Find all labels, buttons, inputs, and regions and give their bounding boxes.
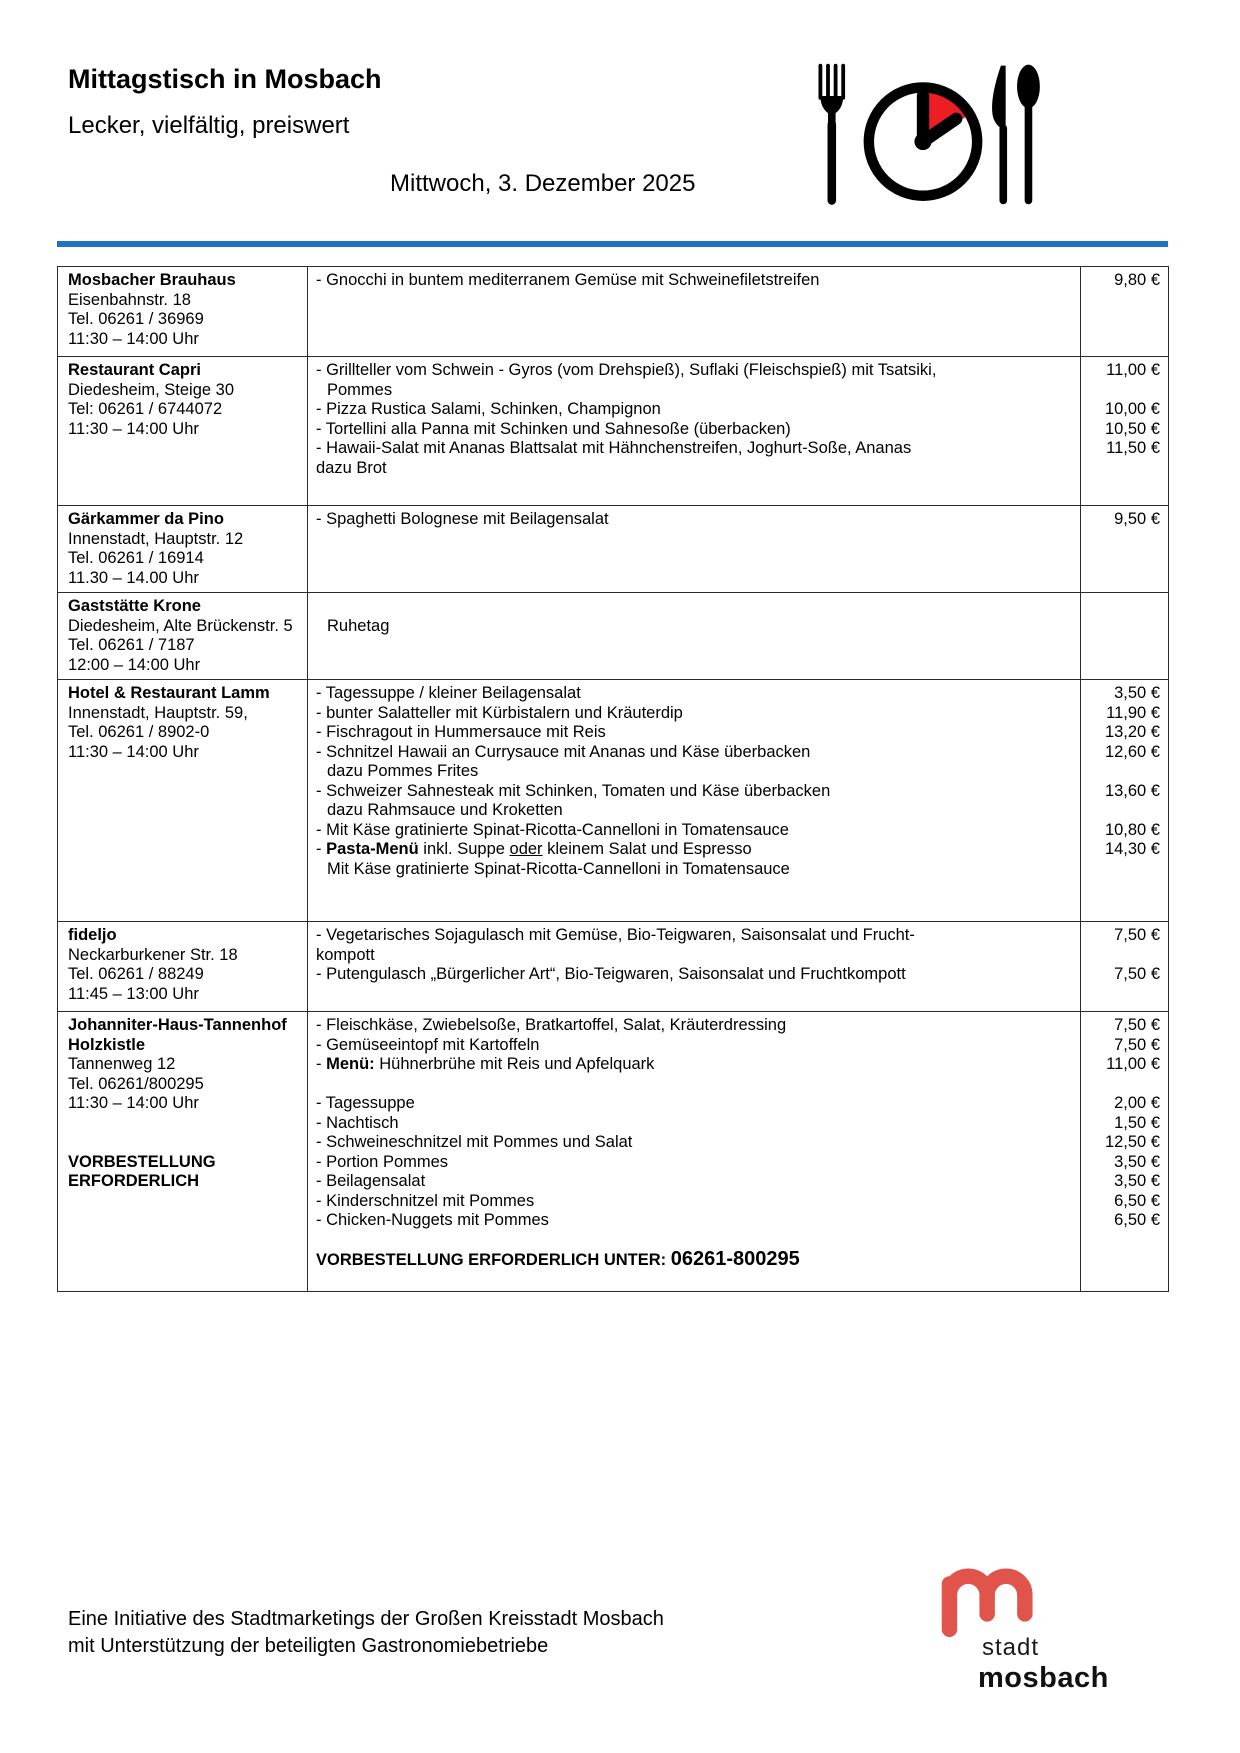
menu-item-text: - Fleischkäse, Zwiebelsoße, Bratkartoffel, Salat, Kräuterdressing — [316, 1016, 787, 1034]
menu-item-text — [316, 1075, 1074, 1095]
menu-item-text: dazu Pommes Frites — [327, 762, 479, 780]
restaurant-info-line — [68, 1133, 301, 1153]
restaurant-name: Holzkistle — [68, 1035, 146, 1054]
restaurant-info-line: Tel. 06261 / 88249 — [68, 965, 204, 983]
menu-item-price: 13,20 € — [1104, 723, 1160, 741]
menu-item-text: - Pasta-Menü inkl. Suppe oder kleinem Salat und Espresso — [316, 840, 752, 858]
stadt-mosbach-logo — [920, 1545, 1140, 1695]
menu-item-price: 10,00 € — [1104, 400, 1160, 418]
menu-item-price: 6,50 € — [1114, 1211, 1160, 1229]
menu-item-price: 9,50 € — [1114, 510, 1160, 528]
menu-item-text: Ruhetag — [327, 616, 390, 635]
menu-item-text: Pommes — [327, 380, 393, 399]
restaurant-name: Gärkammer da Pino — [68, 510, 224, 528]
menu-item-text: - Mit Käse gratinierte Spinat-Ricotta-Cannelloni in Tomatensauce — [316, 820, 789, 839]
restaurant-info-line: Tel. 06261/800295 — [68, 1074, 204, 1093]
restaurant-name: Mosbacher Brauhaus — [68, 271, 236, 289]
menu-item-price — [1081, 762, 1160, 782]
menu-item-price: 10,80 € — [1104, 820, 1160, 839]
menu-item-price — [1081, 1231, 1160, 1251]
menu-item-price: 6,50 € — [1114, 1191, 1160, 1210]
menu-item-price: 3,50 € — [1114, 1152, 1160, 1171]
menu-table — [57, 266, 1169, 1292]
restaurant-name: Hotel & Restaurant Lamm — [68, 684, 270, 702]
menu-item-price: 7,50 € — [1114, 965, 1160, 983]
menu-item-price: 9,80 € — [1114, 271, 1160, 289]
restaurant-info-line: Tel. 06261 / 7187 — [68, 636, 195, 654]
menu-item-text: - bunter Salatteller mit Kürbistalern und Kräuterdip — [316, 703, 683, 722]
knife-icon — [992, 66, 1006, 201]
menu-item-text — [316, 597, 1074, 617]
restaurant-info-line: Eisenbahnstr. 18 — [68, 290, 191, 309]
restaurant-name: ERFORDERLICH — [68, 1172, 200, 1190]
dishes-cell — [308, 922, 1081, 1012]
restaurant-info-line: 12:00 – 14:00 Uhr — [68, 655, 201, 674]
dishes-cell — [308, 680, 1081, 922]
restaurant-cell — [58, 680, 308, 922]
menu-item-text: - Spaghetti Bolognese mit Beilagensalat — [316, 510, 609, 528]
restaurant-info-line: Innenstadt, Hauptstr. 59, — [68, 703, 248, 722]
restaurant-info-line: 11:30 – 14:00 Uhr — [68, 419, 199, 438]
restaurant-info-line: 11:30 – 14:00 Uhr — [68, 1094, 199, 1112]
menu-date: Mittwoch, 3. Dezember 2025 — [390, 170, 696, 197]
menu-item-price: 7,50 € — [1114, 926, 1160, 944]
restaurant-cell — [58, 593, 308, 680]
menu-item-text: dazu Rahmsauce und Kroketten — [327, 801, 563, 819]
menu-item-price — [1081, 860, 1160, 880]
restaurant-name: VORBESTELLUNG — [68, 1152, 216, 1171]
restaurant-row — [58, 593, 1169, 680]
prices-cell — [1081, 922, 1169, 1012]
restaurant-name: Johanniter-Haus-Tannenhof — [68, 1016, 287, 1034]
dishes-cell — [308, 593, 1081, 680]
red-m-icon — [928, 1545, 1048, 1640]
clock-icon — [869, 87, 977, 195]
menu-item-price — [1081, 1250, 1160, 1270]
prices-cell — [1081, 357, 1169, 506]
menu-item-price: 11,90 € — [1106, 703, 1160, 722]
menu-item-text: - Hawaii-Salat mit Ananas Blattsalat mit Hähnchenstreifen, Joghurt-Soße, Ananas — [316, 439, 912, 457]
menu-item-price — [1081, 459, 1160, 479]
menu-item-text: - Schweineschnitzel mit Pommes und Salat — [316, 1133, 633, 1151]
restaurant-row — [58, 1012, 1169, 1292]
menu-item-price: 1,50 € — [1114, 1113, 1160, 1132]
menu-item-price — [1081, 381, 1160, 401]
prices-cell — [1081, 506, 1169, 593]
menu-item-text: - Schweizer Sahnesteak mit Schinken, Tomaten und Käse überbacken — [316, 781, 831, 800]
menu-item-text: - Putengulasch „Bürgerlicher Art“, Bio-Teigwaren, Saisonsalat und Fruchtkompott — [316, 965, 906, 983]
restaurant-info-line: Tel. 06261 / 8902-0 — [68, 723, 210, 741]
page-subtitle: Lecker, vielfältig, preiswert — [68, 112, 350, 139]
menu-item-price: 7,50 € — [1114, 1035, 1160, 1054]
menu-item-price — [1081, 617, 1160, 637]
menu-item-text: - Menü: Hühnerbrühe mit Reis und Apfelquark — [316, 1055, 655, 1073]
restaurant-info-line: Neckarburkener Str. 18 — [68, 945, 238, 964]
restaurant-name: fideljo — [68, 926, 117, 944]
menu-item-price: 12,50 € — [1104, 1133, 1160, 1151]
menu-item-price: 3,50 € — [1114, 1172, 1160, 1190]
menu-table-body — [58, 267, 1169, 1292]
menu-item-price — [1081, 801, 1160, 821]
restaurant-info-line: 11:30 – 14:00 Uhr — [68, 742, 199, 761]
menu-item-price: 14,30 € — [1104, 840, 1160, 858]
prices-cell — [1081, 593, 1169, 680]
menu-item-text: - Kinderschnitzel mit Pommes — [316, 1191, 535, 1210]
dishes-cell — [308, 357, 1081, 506]
restaurant-name: Restaurant Capri — [68, 361, 201, 379]
menu-item-price: 11,50 € — [1106, 439, 1160, 457]
menu-item-price: 10,50 € — [1104, 419, 1160, 438]
restaurant-info-line: 11:30 – 14:00 Uhr — [68, 329, 199, 348]
prices-cell — [1081, 680, 1169, 922]
menu-item-price: 3,50 € — [1114, 684, 1160, 702]
page-title: Mittagstisch in Mosbach — [68, 64, 382, 94]
menu-item-price: 2,00 € — [1114, 1094, 1160, 1112]
header-divider — [57, 241, 1168, 247]
menu-item-text: - Portion Pommes — [316, 1152, 449, 1171]
menu-item-text: - Pizza Rustica Salami, Schinken, Champignon — [316, 400, 661, 418]
menu-item-text: - Tagessuppe / kleiner Beilagensalat — [316, 684, 581, 702]
menu-item-price — [1081, 597, 1160, 617]
menu-item-text: - Gemüseeintopf mit Kartoffeln — [316, 1035, 540, 1054]
menu-item-text: - Schnitzel Hawaii an Currysauce mit Ananas und Käse überbacken — [316, 742, 811, 761]
fork-icon — [820, 66, 843, 201]
menu-item-price — [1081, 946, 1160, 966]
prices-cell — [1081, 1012, 1169, 1292]
footer-credit — [68, 1606, 664, 1660]
restaurant-name: Gaststätte Krone — [68, 597, 201, 615]
menu-item-text: - Tagessuppe — [316, 1094, 415, 1112]
brand-word-stadt: stadt — [982, 1634, 1040, 1661]
menu-item-text: dazu Brot — [316, 458, 387, 477]
menu-item-text: - Beilagensalat — [316, 1172, 426, 1190]
menu-item-price: 11,00 € — [1106, 1055, 1160, 1073]
restaurant-cell — [58, 267, 308, 357]
restaurant-cell — [58, 506, 308, 593]
menu-item-text: kompott — [316, 945, 375, 964]
restaurant-info-line: Diedesheim, Alte Brückenstr. 5 — [68, 616, 293, 635]
dishes-cell — [308, 506, 1081, 593]
restaurant-info-line — [68, 1114, 301, 1134]
restaurant-cell — [58, 357, 308, 506]
menu-item-price — [1081, 1075, 1160, 1095]
menu-item-text: - Nachtisch — [316, 1113, 399, 1132]
restaurant-info-line: 11.30 – 14.00 Uhr — [68, 568, 199, 587]
menu-item-text: Mit Käse gratinierte Spinat-Ricotta-Cannelloni in Tomatensauce — [327, 859, 790, 878]
restaurant-info-line: Tel. 06261 / 16914 — [68, 549, 204, 567]
dishes-cell — [308, 1012, 1081, 1292]
brand-word-mosbach: mosbach — [978, 1662, 1109, 1694]
restaurant-info-line: Tannenweg 12 — [68, 1055, 176, 1073]
menu-item-text: - Chicken-Nuggets mit Pommes — [316, 1211, 549, 1229]
restaurant-info-line: Tel: 06261 / 6744072 — [68, 400, 223, 418]
menu-item-text: - Tortellini alla Panna mit Schinken und Sahnesoße (überbacken) — [316, 419, 791, 438]
menu-item-price: 7,50 € — [1114, 1016, 1160, 1034]
restaurant-cell — [58, 1012, 308, 1292]
restaurant-row — [58, 267, 1169, 357]
dishes-cell — [308, 267, 1081, 357]
restaurant-row — [58, 506, 1169, 593]
menu-item-price: 12,60 € — [1104, 742, 1160, 761]
menu-item-text: - Vegetarisches Sojagulasch mit Gemüse, Bio-Teigwaren, Saisonsalat und Frucht- — [316, 926, 915, 944]
spoon-icon — [1017, 65, 1040, 201]
menu-item-text: - Fischragout in Hummersauce mit Reis — [316, 723, 606, 741]
footer-credit-line2: mit Unterstützung der beteiligten Gastronomiebetriebe — [68, 1635, 549, 1657]
restaurant-info-line: Innenstadt, Hauptstr. 12 — [68, 529, 244, 548]
menu-item-price: 13,60 € — [1104, 781, 1160, 800]
footer-credit-line1: Eine Initiative des Stadtmarketings der Großen Kreisstadt Mosbach — [68, 1608, 664, 1630]
prices-cell — [1081, 267, 1169, 357]
restaurant-info-line: Diedesheim, Steige 30 — [68, 380, 235, 399]
fork-clock-cutlery-logo-icon — [800, 58, 1046, 210]
menu-item-price: 11,00 € — [1106, 361, 1160, 379]
restaurant-row — [58, 680, 1169, 922]
restaurant-cell — [58, 922, 308, 1012]
restaurant-row — [58, 922, 1169, 1012]
restaurant-info-line: 11:45 – 13:00 Uhr — [68, 984, 199, 1003]
restaurant-info-line: Tel. 06261 / 36969 — [68, 310, 204, 328]
menu-item-text: - Gnocchi in buntem mediterranem Gemüse mit Schweinefiletstreifen — [316, 271, 820, 289]
menu-item-text: VORBESTELLUNG ERFORDERLICH UNTER: 06261-800295 — [316, 1248, 800, 1270]
restaurant-row — [58, 357, 1169, 506]
menu-item-text: - Grillteller vom Schwein - Gyros (vom Drehspieß), Suflaki (Fleischspieß) mit Tsatsiki, — [316, 361, 937, 379]
